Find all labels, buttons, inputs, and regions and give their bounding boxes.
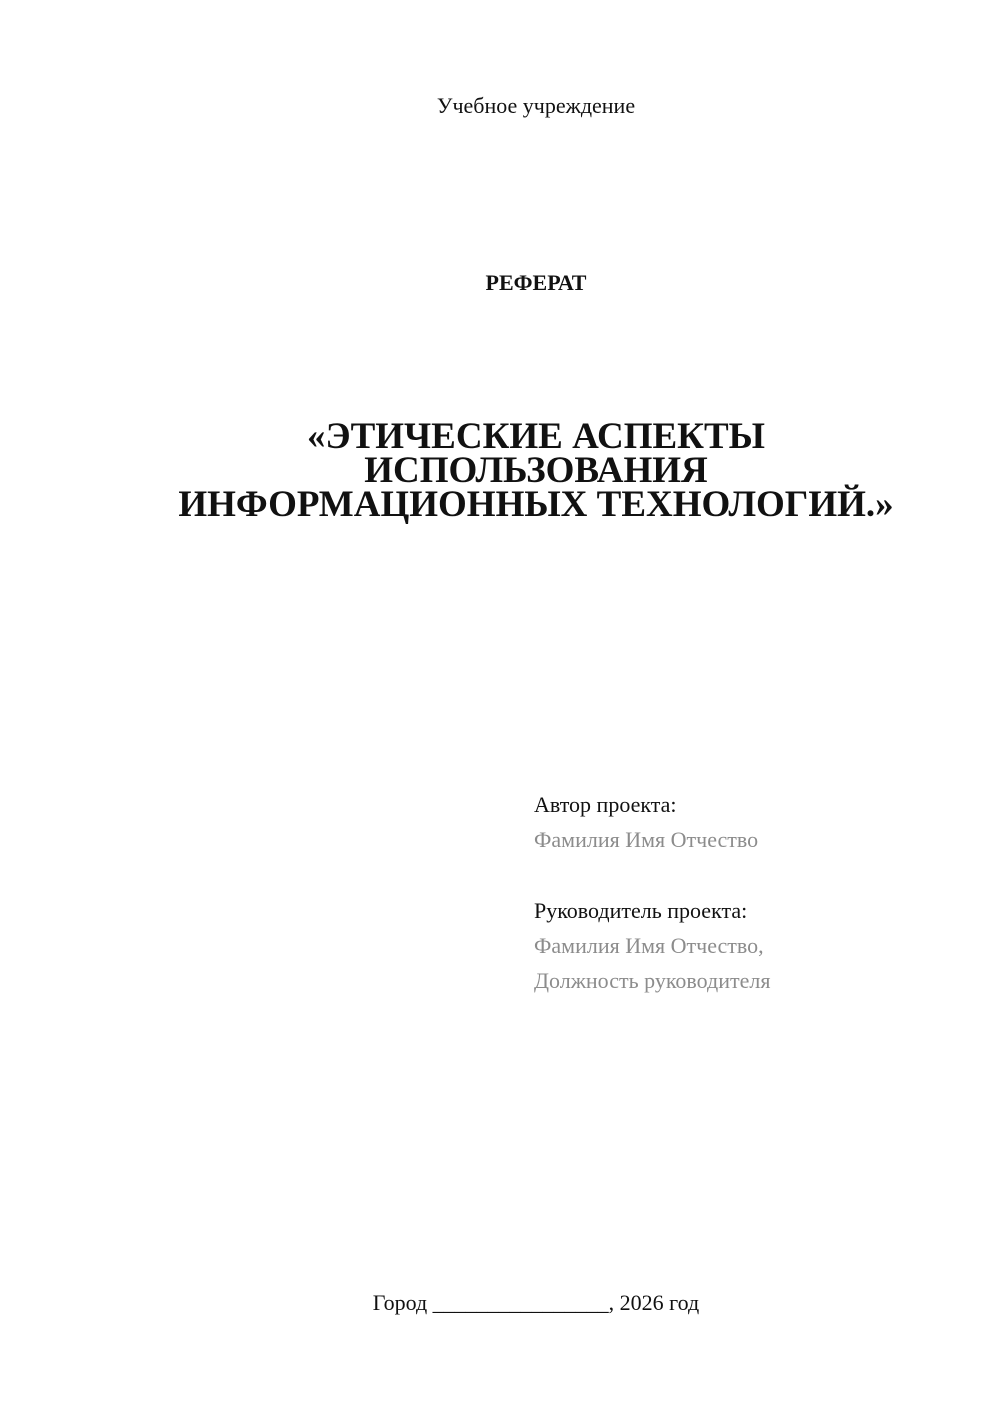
institution-name: Учебное учреждение [436,93,636,118]
author-name: Фамилия Имя Отчество [534,827,759,852]
credits-block [534,787,974,998]
document-title [0,416,1000,525]
supervisor-label: Руководитель проекта: [534,898,748,923]
city-year-line: Город ________________, 2026 год [372,1290,700,1315]
title-line: «ЭТИЧЕСКИЕ АСПЕКТЫ [306,416,766,457]
supervisor-name: Фамилия Имя Отчество, [534,933,764,958]
supervisor-position: Должность руководителя [534,968,771,993]
document-type-heading: РЕФЕРАТ [485,270,587,295]
credits-spacer [534,857,974,893]
title-line: ИНФОРМАЦИОННЫХ ТЕХНОЛОГИЙ.» [178,484,894,525]
title-line: ИСПОЛЬЗОВАНИЯ [364,450,708,491]
author-label: Автор проекта: [534,792,677,817]
